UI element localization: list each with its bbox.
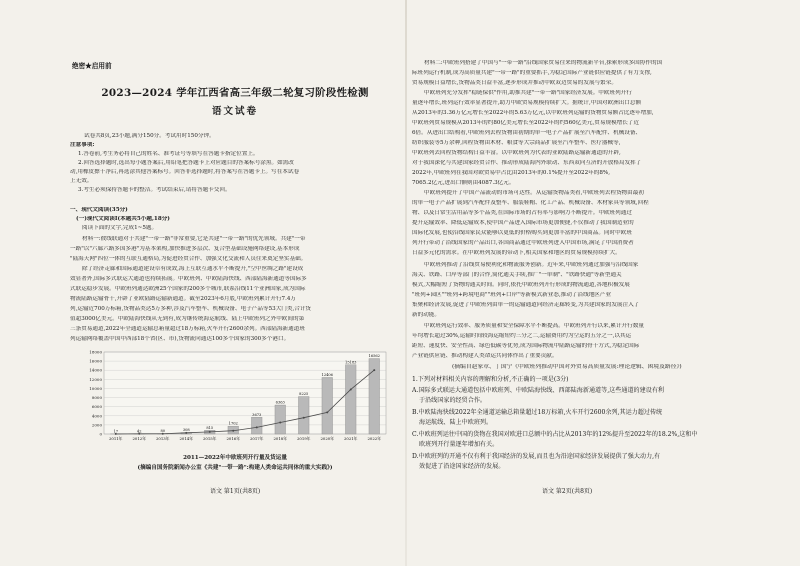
body-line: 对于我国深化与共建国家经贸合作、推动形成陆海内外联动、东西双向互济的开放格局发挥了 [412,160,642,166]
line-point [232,430,234,432]
body-line: 模式,大幅缩短了货物的通关时间。同时,依托中欧班列开行形成的物流通道,各地积极发展 [412,282,630,288]
body-line: "班列+园区""班列+跨境电商""班列+口岸"等新模式新业态,推动了沿线地区产业 [412,292,612,298]
body-line: 国际化发展,也使沿线国家民众能够以更低的价格购买到更加丰富的中国商品。同时中欧班 [412,230,632,236]
x-tick-label: 2018年 [273,436,287,441]
body-line: 6倍。从进出口结构看,中欧班列去程货物由初期的单一电子产品扩展至汽车配件、机械设备、 [412,130,642,136]
body-line: 的单一电子产品扩展到汽车配件及整车、服装鞋帽、化工产品、机械设备、木材家具等领域,回程 [412,200,649,206]
body-line: 集聚和经济发展,促进了中欧班列由单一的运输通道向经济走廊转变,为共建国家的发展注入了 [412,302,640,308]
option-d: D.中欧班列的开通不仅有利于我国经济的发展,而且也为沿途国家经济发展提供了强大动力,有 [412,453,661,460]
notice-line: 3.考生必须保持答题卡的整洁。考试结束后,请将答题卡交回。 [78,187,231,193]
body-line: 一路"以"六廊六路多国多港"为基本架构,加快推进多层次、复合型基础设施网络建设,基本形成 [70,246,300,252]
body-line: 物流陆路运输骨干,开辟了亚欧陆路运输新通道。截至2023年6月底,中欧班列累计开行7.4万 [70,296,297,302]
line-point [162,433,164,435]
x-tick-label: 2011年 [109,436,123,441]
option-c-cont: 欧班列开行量逐年增加有关。 [419,441,499,448]
x-tick-label: 2020年 [320,436,334,441]
chart-caption: 2011—2022年中欧班列开行量及货运量 [183,455,287,461]
bar-data-label: 8225 [299,392,309,397]
notice-line: 2.回答选择题时,选出每小题答案后,用铅笔把答题卡上对应题目的答案标号涂黑。如需改 [78,160,294,166]
body-line: 列,运输近700万标箱,货物品类达5万多种,涉及汽车整车、机械设备、电子产品等53大门类,合计货 [70,306,312,312]
bar-train-count [251,417,262,434]
body-line: 物、以及日常生活用品等多个品类,在国际市场的占有率与影响力不断提升。中欧班列通过 [412,210,632,216]
line-point [115,433,117,435]
body-line: 量逐年增长,班列运行效率显著提升,助力中欧贸易规模持续扩大。据统计,中国对欧洲出口总额 [412,100,642,106]
y-tick-label: 2000 [91,422,102,428]
bar-data-label: 16562 [368,354,380,359]
line-point [209,431,211,433]
subject-title: 语文试卷 [211,106,258,117]
line-point [138,433,140,435]
bar-data-label: 815 [206,425,214,430]
body-line: 海关、铁路、口岸等部门的合作,简化通关手续,推广"一单制"、"铁路快通"等新型通关 [412,272,622,278]
y-tick-label: 6000 [91,404,102,410]
bar-data-label: 80 [160,429,166,434]
body-line: 中欧班列推动了沿线贸易便利化和物流服务创新。近年来,中欧班列通过加强与沿线国家 [424,262,639,268]
bar-data-label: 308 [182,428,190,433]
y-tick-label: 8000 [91,395,102,401]
body-line: 中欧班列充分发挥"稳链保供"作用,助推共建"一带一路"国家经济发展。中欧班列开行 [424,90,632,96]
x-tick-label: 2015年 [203,436,217,441]
body-line: 2022年,中欧班列在我国对欧贸易中占比由2013年的0.1%提升至2022年的8%, [412,170,611,176]
body-line: 列开行带动了沿线国家的产品出口,各国商品通过中欧班列进入中国市场,满足了中国消费者 [412,240,634,246]
x-tick-label: 2019年 [297,436,311,441]
notice-heading: 注意事项: [70,142,95,148]
body-line: 材料二:中欧班列搭建了中国与"一带一路"沿线国家贸易往来的物流新平台,探索形成多国协作的国 [424,60,663,66]
x-tick-label: 2012年 [132,436,146,441]
x-tick-label: 2014年 [179,436,193,441]
body-line: 新的动能。 [412,312,440,318]
bar-train-count [322,377,333,434]
x-tick-label: 2016年 [226,436,240,441]
body-line: 年均增长超过30%,运输时间较海运缩短约三分之二,运输费用约为空运的五分之一,以其运 [412,333,632,339]
body-line: 列运输网络覆盖中国中西部18个省(区、市),货物流向通达100多个国家的300多个港口。 [70,336,290,342]
body-line: 中欧班列贸易规模从2013年的约80亿美元增长至2022年的约560亿美元,贸易规模增长了近 [412,120,640,126]
bar-data-label: 15183 [345,360,357,365]
notice-line: 动,用橡皮擦干净后,再选涂其他答案标号。回答非选择题时,将答案写在答题卡上。写在本试卷 [70,169,300,175]
line-point [326,411,328,413]
bar-data-label: 1702 [228,421,238,426]
train-volume-chart [74,346,392,446]
line-point [185,432,187,434]
body-line: 从2013年的3.36万亿元增长至2022年的5.63万亿元,以中欧班列运输的货物贸易额占比逐年增加, [412,110,654,116]
bar-data-label: 12406 [321,372,333,377]
instruction: 阅读下面的文字,完成1~5题。 [82,225,158,231]
page-1 [70,0,400,566]
option-a: A.国际多式联运大通道包括中欧班列、中欧陆海快线、西部陆海新通道等,这些通道的建设有利 [412,387,665,394]
body-line: 7065.2亿元,进出口额则由4087.3亿元。 [412,180,515,186]
option-c: C.中欧班列运往中国的货物在我国对欧进口总额中的占比从2013年的12%提升至2022年的18.2%,这和中 [412,431,698,438]
y-tick-label: 16000 [89,358,102,364]
line-point [350,388,352,390]
question-1: 1.下列对材料相关内容的理解和分析,不正确的一项是(3分) [412,376,569,383]
body-line: 提升运输效率、降低运输成本,使中国产品进入国际市场更加便捷,不仅推动了我国制造业的 [412,220,634,226]
page-fold [405,0,407,566]
body-line: 产业链供应链、推动构建人类命运共同体作出了重要贡献。 [412,353,558,359]
option-b: B.中欧陆海快线2022年全通道运输总箱量超过18万标箱,火车开行2600余列,其运力超过传统 [412,409,663,416]
y-tick-label: 4000 [91,413,102,419]
secret-label: 绝密★启用前 [72,62,112,70]
body-line: 除了经济走廊和国际通道建设卓有成效,海上互联互通水平不断提升,"空中丝绸之路"建设成 [82,266,304,272]
plot-area [104,352,386,434]
exam-title: 2023—2024 学年江西省高三年级二轮复习阶段性检测 [101,87,369,99]
line-point [303,417,305,419]
body-line: 效显著外,国际多式联运大通道也持续拓展。中欧班列、中欧陆海快线、西部陆海新通道等国际多 [70,276,307,282]
body-line: 际班列运行机制,成为高质量共建"一带一路"的重要抓手,为稳定国际产业链供应链提供了有力支撑, [412,70,652,76]
bar-data-label: 42 [136,429,142,434]
body-line: "陆海天网"四位一体的互联互通格局,为促进经贸合作、加强文化交流和人员往来奠定坚实基础。 [70,256,307,262]
x-tick-label: 2022年 [367,436,381,441]
x-tick-label: 2017年 [250,436,264,441]
bar-train-count [298,397,309,434]
body-line: 日益多元化的需求。在中欧班列发展的带动下,相关国家和地区的贸易规模持续扩大。 [412,250,621,256]
subsection-heading: (一)现代文阅读Ⅰ(本题共5小题,18分) [76,216,170,222]
line-point [373,369,375,371]
body-line: 中欧班列运行效率、服务质量和安全保障水平不断提高。中欧班列开行以来,累计开行数量 [424,323,644,329]
option-a-cont: 于沿线国家的经贸合作。 [419,397,487,404]
body-line: 贸易规模日益增长,货物品类日益丰富,逐步形成并推动中欧双边贸易的发展与繁荣。 [412,80,617,86]
body-line: 中欧班列提升了中国产品流动的市场可达性。从运输货物品类看,中欧班列去程货物由最初 [424,190,644,196]
body-line: 距短、速度快、安全性高、绿色低碳等优势,成为国际物流中陆路运输的骨干方式,为稳定国际 [412,343,640,349]
y-tick-label: 12000 [89,376,102,382]
section-heading: 一、现代文阅读(35分) [70,207,128,213]
source-line: (摘编自国务院新闻办公室《共建"一带一路":构建人类命运共同体的重大实践》) [137,465,333,471]
notice-line: 上无效。 [70,178,93,184]
body-line: 材料一:彼线联通对于共建"一带一路"非常重要,它是共建"一带一路"的优先领域。共建"一带 [82,236,306,242]
page-footer: 语文 第1页(共8页) [210,488,261,495]
option-d-cont: 效促进了沿途国家经济的发展。 [419,463,505,470]
bar-data-label: 6363 [275,400,285,405]
exam-info: 试卷共8页,23小题,满分150分。考试用时150分钟。 [84,133,215,139]
y-tick-label: 14000 [89,367,102,373]
x-tick-label: 2021年 [344,436,358,441]
body-line: 式联运稳步发展。中欧班列通达欧洲25个国家的200多个城市,联系沿线11个亚洲国家,成为国际 [70,286,306,292]
y-tick-label: 10000 [89,385,102,391]
bar-data-label: 3673 [252,412,262,417]
bar-train-count [345,365,356,434]
body-line: 纺织服装等5万余种,回程货物由木材、粮食等大宗商品扩展至汽车整车、医疗器械等, [412,140,621,146]
body-line: 中欧班列去回程货物结构日益丰富。以中欧班列为代表的亚欧陆路运输新通道的开辟, [412,150,621,156]
bar-data-label: 17 [113,429,119,434]
notice-line: 1.答卷前,考生务必将自己的姓名、准考证号等填写在答题卡指定位置上。 [78,151,259,157]
line-point [279,422,281,424]
page-2 [412,0,742,566]
body-line: 三条贸易通道,2022年全通道运输总箱量超过18万标箱,火车开行2600余列。西部陆海新通道班 [70,326,305,332]
y-tick-label: 0 [99,431,102,437]
line-point [256,426,258,428]
x-tick-label: 2013年 [156,436,170,441]
page-footer: 语文 第2页(共8页) [542,488,593,495]
option-b-cont: 海运航线、陆上中欧班列。 [419,419,493,426]
y-tick-label: 18000 [89,349,102,355]
source-line: (摘编自赵家章、丁国宁《中欧班列推动中国对外贸易高质量发展:理论逻辑、困境及路径》) [452,364,682,370]
bar-train-count [275,405,286,434]
body-line: 值超3000亿美元。中欧陆海快线从无到有,成为继传统海运航线、陆上中欧班列之外中欧间的第 [70,316,305,322]
